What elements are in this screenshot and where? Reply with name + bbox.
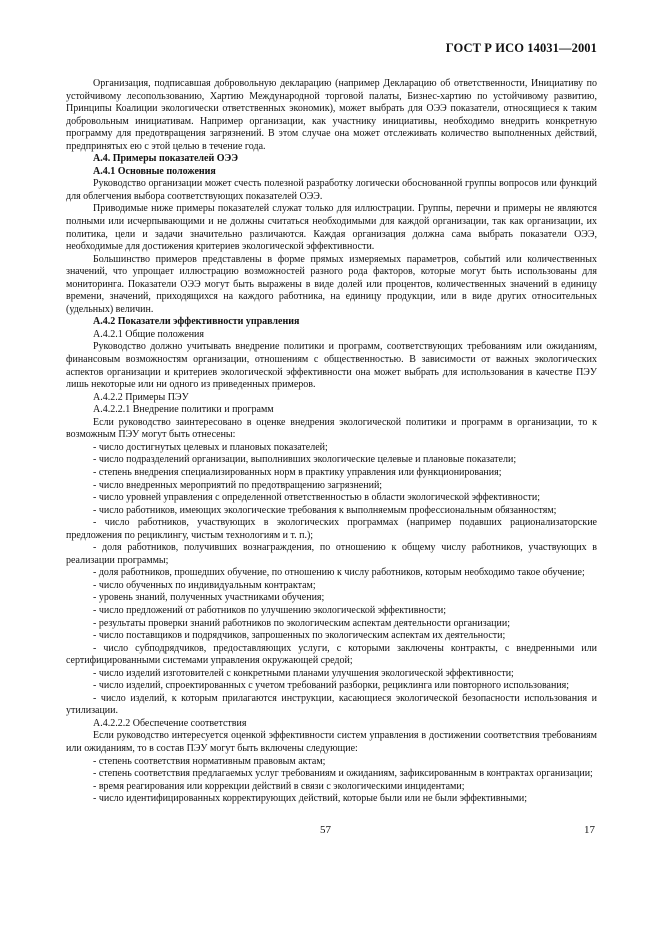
body-paragraph: Приводимые ниже примеры показателей служат только для иллюстрации. Группы, перечни и примеры не являются полными или исчерпывающими и не должны считаться необходимыми для каждой организации, так как организации, их политика, цели и задачи значительно различаются. Каждая организация должна сама выбрать показатели ОЭЭ, необходимые для достижения критериев экологической эффективности. (66, 203, 597, 253)
list-item: - число внедренных мероприятий по предотвращению загрязнений; (93, 479, 383, 491)
list-item: - число подразделений организации, выполнивших экологические целевые и плановые показатели; (93, 454, 517, 466)
list-item: - число поставщиков и подрядчиков, запрошенных по экологическим аспектам их деятельности; (93, 630, 506, 642)
body-paragraph: Руководство должно учитывать внедрение политики и программ, соответствующих требованиям или ожиданиям, финансовым возможностям организации, отношениям с общественностью. В зависимости от важных экологических аспектов организации и критериев экологической эффективности она может выбрать для использования в качестве ПЭУ лишь некоторые или ни одного из приведенных примеров. (66, 341, 597, 391)
list-item: - число субподрядчиков, предоставляющих услуги, с которыми заключены контракты, с внедренными или сертифицированными системами управления окружающей средой; (66, 642, 597, 667)
section-heading: А.4. Примеры показателей ОЭЭ (93, 153, 239, 165)
page-number-center: 57 (320, 824, 331, 836)
list-item: - число изделий, спроектированных с учетом требований разборки, рециклинга или повторного использования; (93, 680, 570, 692)
section-heading: А.4.2 Показатели эффективности управления (93, 316, 300, 328)
body-paragraph: Руководство организации может счесть полезной разработку логически обоснованной группы вопросов или функций для облегчения выбора соответствующих показателей ОЭЭ. (66, 178, 597, 202)
standard-code: ГОСТ Р ИСО 14031—2001 (445, 41, 597, 55)
list-item: - число уровней управления с определенной ответственностью в области экологической эффективности; (93, 492, 540, 504)
subsection-title: А.4.2.2.2 Обеспечение соответствия (93, 717, 247, 729)
list-item: - число достигнутых целевых и плановых показателей; (93, 441, 328, 453)
subsection-title: А.4.2.1 Общие положения (93, 328, 205, 340)
list-item: - число работников, участвующих в экологических программах (например подавших рационализаторские предложения по рециклингу, чистым технологиям и т. п.); (66, 517, 597, 541)
subsection-title: А.4.2.2.1 Внедрение политики и программ (93, 404, 274, 416)
list-item: - доля работников, прошедших обучение, по отношению к числу работников, которым необходимо такое обучение; (93, 567, 585, 579)
list-item: - время реагирования или коррекции действий в связи с экологическими инцидентами; (93, 780, 465, 792)
body-paragraph: Если руководство заинтересовано в оценке внедрения экологической политики и программ в организации, то к возможным ПЭУ могут быть отнесены: (66, 416, 597, 441)
document-body (66, 78, 597, 806)
subsection-title: А.4.2.2 Примеры ПЭУ (93, 391, 189, 403)
list-item: - результаты проверки знаний работников по экологическим аспектам деятельности организации; (93, 617, 510, 629)
list-item: - число изделий, к которым прилагаются инструкции, касающиеся экологической безопасности использования и утилизации. (66, 692, 597, 717)
list-item: - доля работников, получивших вознаграждения, по отношению к общему числу работников, участвующих в реализации программы; (66, 542, 597, 566)
list-item: - степень внедрения специализированных норм в практику управления или функционирования; (93, 466, 502, 478)
list-item: - число предложений от работников по улучшению экологической эффективности; (93, 604, 447, 616)
list-item: - число идентифицированных корректирующих действий, которые были или не были эффективными; (93, 793, 527, 805)
body-paragraph: Организация, подписавшая добровольную декларацию (например Декларацию об ответственности, Инициативу по устойчивому лесопользованию, Хартию Международной торговой палаты, Бизнес-хартию по устойчивому развитию, Принципы Коалиции экологически ответственных экономик), может выбрать для ОЭЭ показатели, относящиеся к таким добровольным инициативам. Например организации, как участнику инициативы, необходимо внедрить конкретную программу для предотвращения загрязнений. В этом случае она может отслеживать количество выполненных действий, предпринятых ею с этой целью в течение года. (66, 78, 597, 152)
body-paragraph: Если руководство интересуется оценкой эффективности систем управления в достижении соответствия требованиям или ожиданиям, то в состав ПЭУ могут быть включены следующие: (66, 730, 597, 754)
list-item: - уровень знаний, полученных участниками обучения; (93, 592, 325, 604)
section-heading: А.4.1 Основные положения (93, 165, 216, 177)
list-item: - число изделий изготовителей с конкретными планами улучшения экологической эффективности; (93, 667, 514, 679)
list-item: - степень соответствия предлагаемых услуг требованиям и ожиданиям, зафиксированным в контрактах организации; (93, 768, 593, 780)
list-item: - число обученных по индивидуальным контрактам; (93, 579, 316, 591)
page-number-right: 17 (584, 824, 595, 836)
body-paragraph: Большинство примеров представлены в форме прямых измеряемых параметров, событий или количественных значений, что упрощает иллюстрацию возможностей разного рода факторов, которые могут быть использованы для мониторинга. Показатели ОЭЭ могут быть выражены в виде долей или процентов, количественных значений в единицу времени, значений, приходящихся на каждого работника, на единицу продукции, или в виде других относительных (удельных) величин. (66, 253, 597, 315)
list-item: - степень соответствия нормативным правовым актам; (93, 755, 326, 767)
list-item: - число работников, имеющих экологические требования к выполняемым профессиональным обязанностям; (93, 504, 557, 516)
